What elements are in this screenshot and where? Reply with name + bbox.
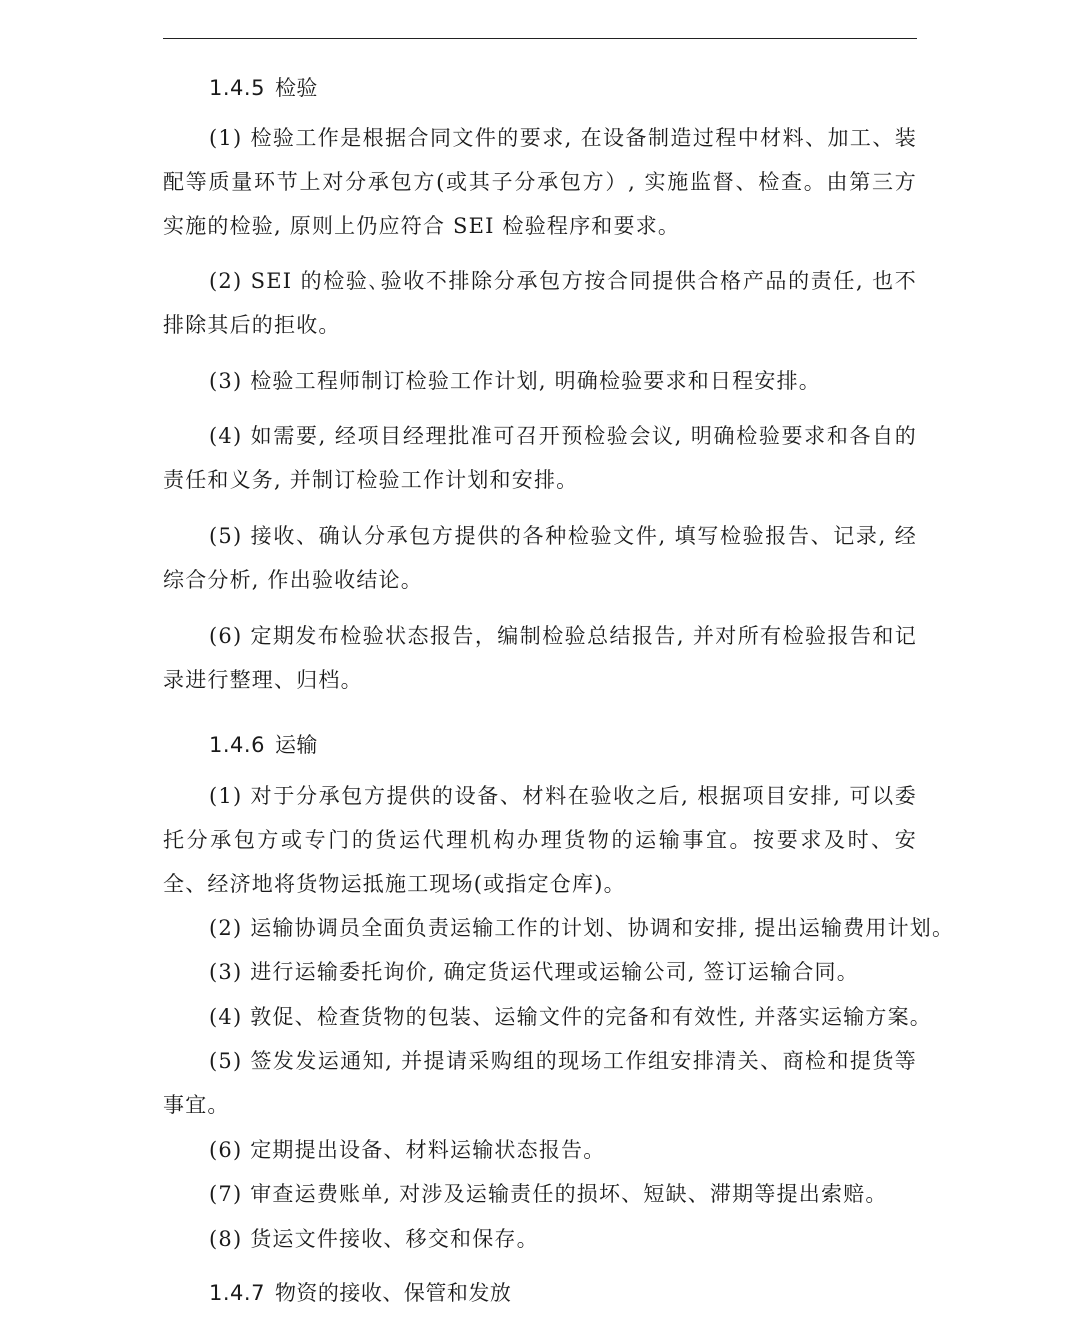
section-title: 检验 xyxy=(274,76,318,100)
paragraph: (4) 如需要, 经项目经理批准可召开预检验会议, 明确检验要求和各自的责任和义务, 并制订检验工作计划和安排。 xyxy=(163,424,917,492)
paragraph: (1) 对于分承包方提供的设备、材料在验收之后, 根据项目安排, 可以委托分承包方或专门的货运代理机构办理货物的运输事宜。按要求及时、安全、经济地将货物运抵施工现场(或指定仓库)。 xyxy=(163,784,917,896)
paragraph: (6) 定期发布检验状态报告，编制检验总结报告, 并对所有检验报告和记录进行整理、归档。 xyxy=(163,624,917,692)
section-heading xyxy=(209,731,318,759)
paragraph: (4) 敦促、检查货物的包装、运输文件的完备和有效性, 并落实运输方案。 xyxy=(209,1005,932,1029)
paragraph: (7) 审查运费账单, 对涉及运输责任的损坏、短缺、滞期等提出索赔。 xyxy=(209,1182,888,1206)
paragraph: (5) 接收、确认分承包方提供的各种检验文件, 填写检验报告、记录, 经综合分析, 作出验收结论。 xyxy=(163,524,917,592)
section-title: 运输 xyxy=(274,733,318,757)
section-number: 1.4.6 xyxy=(209,733,265,757)
section-heading xyxy=(209,1279,511,1307)
section-title: 物资的接收、保管和发放 xyxy=(274,1281,512,1305)
section-number: 1.4.7 xyxy=(209,1281,265,1305)
paragraph: (8) 货运文件接收、移交和保存。 xyxy=(209,1227,539,1251)
section-heading xyxy=(209,74,318,102)
paragraph: (2) SEI 的检验､验收不排除分承包方按合同提供合格产品的责任, 也不排除其后的拒收。 xyxy=(163,269,917,337)
paragraph: (3) 检验工程师制订检验工作计划, 明确检验要求和日程安排。 xyxy=(209,369,821,393)
paragraph: (5) 签发发运通知, 并提请采购组的现场工作组安排清关、商检和提货等事宜。 xyxy=(163,1049,917,1117)
paragraph: (2) 运输协调员全面负责运输工作的计划、协调和安排, 提出运输费用计划。 xyxy=(209,916,955,940)
paragraph: (1) 检验工作是根据合同文件的要求, 在设备制造过程中材料、加工、装配等质量环节上对分承包方(或其子分承包方）, 实施监督、检查。由第三方实施的检验, 原则上仍应符合 SEI 检验程序和要求。 xyxy=(163,126,917,238)
paragraph: (3) 进行运输委托询价, 确定货运代理或运输公司, 签订运输合同。 xyxy=(209,960,859,984)
header-rule xyxy=(163,38,917,39)
section-number: 1.4.5 xyxy=(209,76,265,100)
paragraph: (6) 定期提出设备、材料运输状态报告。 xyxy=(209,1138,606,1162)
